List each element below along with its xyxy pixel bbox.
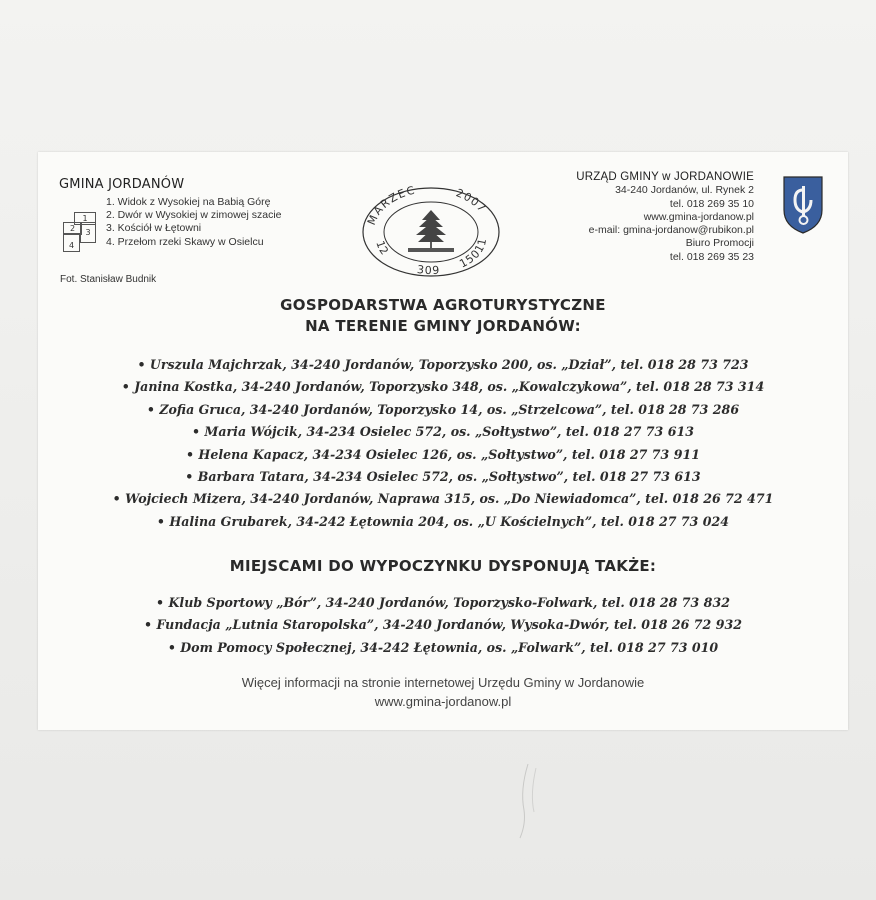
caption-1: 1. Widok z Wysokiej na Babią Górę bbox=[106, 196, 271, 208]
caption-2: 2. Dwór w Wysokiej w zimowej szacie bbox=[106, 209, 282, 222]
stamp-number-left: 12 bbox=[373, 239, 392, 259]
municipality-title: GMINA JORDANÓW bbox=[59, 177, 185, 192]
stamp-month: MARZEC bbox=[364, 183, 418, 227]
tree-icon bbox=[408, 210, 454, 252]
office-phone: tel. 018 269 35 10 bbox=[669, 197, 754, 210]
caption-4: 4. Przełom rzeki Skawy w Osielcu bbox=[106, 235, 264, 248]
agritourism-heading-line1: GOSPODARSTWA AGROTURYSTYCZNE bbox=[280, 296, 606, 314]
list-item: • Urszula Majchrzak, 34-240 Jordanów, Toporzysko 200, os. „Dział”, tel. 018 28 73 723 bbox=[137, 357, 749, 372]
list-item: • Halina Grubarek, 34-242 Łętownia 204, os. „U Kościelnych”, tel. 018 27 73 024 bbox=[156, 513, 730, 529]
postcard bbox=[38, 152, 848, 730]
office-contact bbox=[576, 171, 754, 264]
office-email: e-mail: gmina-jordanow@rubikon.pl bbox=[588, 224, 754, 237]
pencil-stroke-mark bbox=[500, 760, 560, 840]
promotion-phone: tel. 018 269 35 23 bbox=[669, 250, 754, 263]
list-item: • Janina Kostka, 34-240 Jordanów, Toporzysko 348, os. „Kowalczykowa”, tel. 018 28 73 314 bbox=[121, 379, 765, 395]
list-item: • Zofia Gruca, 34-240 Jordanów, Toporzysko 14, os. „Strzelcowa”, tel. 018 28 73 286 bbox=[146, 401, 740, 417]
list-item: • Helena Kapacz, 34-234 Osielec 126, os. „Sołtystwo”, tel. 018 27 73 911 bbox=[186, 446, 700, 462]
footer-info bbox=[38, 673, 848, 711]
agritourism-heading bbox=[38, 295, 848, 337]
list-item: • Barbara Tatara, 34-234 Osielec 572, os. „Sołtystwo”, tel. 018 27 73 613 bbox=[185, 468, 701, 484]
farms-list bbox=[38, 354, 848, 533]
list-item: • Wojciech Mizera, 34-240 Jordanów, Naprawa 315, os. „Do Niewiadomca”, tel. 018 26 72 471 bbox=[112, 491, 774, 507]
office-name: URZĄD GMINY w JORDANOWIE bbox=[576, 171, 754, 183]
other-places-list bbox=[38, 592, 848, 659]
footer-text: Więcej informacji na stronie internetowej Urzędu Gminy w Jordanowie bbox=[241, 675, 645, 690]
svg-text:2007 bbox=[454, 186, 489, 215]
footer-website: www.gmina-jordanow.pl bbox=[374, 694, 512, 709]
office-address: 34-240 Jordanów, ul. Rynek 2 bbox=[615, 184, 754, 197]
list-item: • Fundacja „Lutnia Staropolska”, 34-240 Jordanów, Wysoka-Dwór, tel. 018 26 72 932 bbox=[144, 617, 742, 633]
list-item: • Maria Wójcik, 34-234 Osielec 572, os. „Sołtystwo”, tel. 018 27 73 613 bbox=[191, 424, 694, 440]
coat-of-arms-icon bbox=[783, 176, 823, 234]
photo-captions bbox=[106, 196, 282, 249]
promotion-office: Biuro Promocji bbox=[685, 237, 754, 250]
list-item: • Dom Pomocy Społecznej, 34-242 Łętownia, os. „Folwark”, tel. 018 27 73 010 bbox=[167, 639, 719, 655]
postmark-stamp bbox=[360, 182, 502, 278]
other-places-heading: MIEJSCAMI DO WYPOCZYNKU DYSPONUJĄ TAKŻE: bbox=[229, 557, 657, 575]
caption-3: 3. Kościół w Łętowni bbox=[106, 222, 202, 235]
svg-text:309 bbox=[416, 263, 440, 277]
key-box-2: 2 bbox=[63, 222, 82, 235]
stamp-number-mid: 309 bbox=[416, 262, 441, 278]
svg-text:12 bbox=[373, 239, 391, 258]
stamp-year: 2007 bbox=[454, 186, 489, 216]
agritourism-heading-line2: NA TERENIE GMINY JORDANÓW: bbox=[305, 317, 581, 335]
office-website: www.gmina-jordanow.pl bbox=[643, 210, 754, 223]
svg-text:15011 bbox=[457, 237, 489, 271]
list-item: • Klub Sportowy „Bór”, 34-240 Jordanów, Toporzysko-Folwark, tel. 018 28 73 832 bbox=[156, 595, 730, 610]
photo-key-diagram bbox=[63, 200, 101, 252]
photo-credit: Fot. Stanisław Budnik bbox=[60, 274, 157, 285]
key-box-3: 3 bbox=[80, 222, 96, 243]
key-box-1: 1 bbox=[74, 212, 96, 225]
stamp-number-right: 15011 bbox=[457, 236, 490, 271]
key-box-4: 4 bbox=[63, 233, 80, 252]
